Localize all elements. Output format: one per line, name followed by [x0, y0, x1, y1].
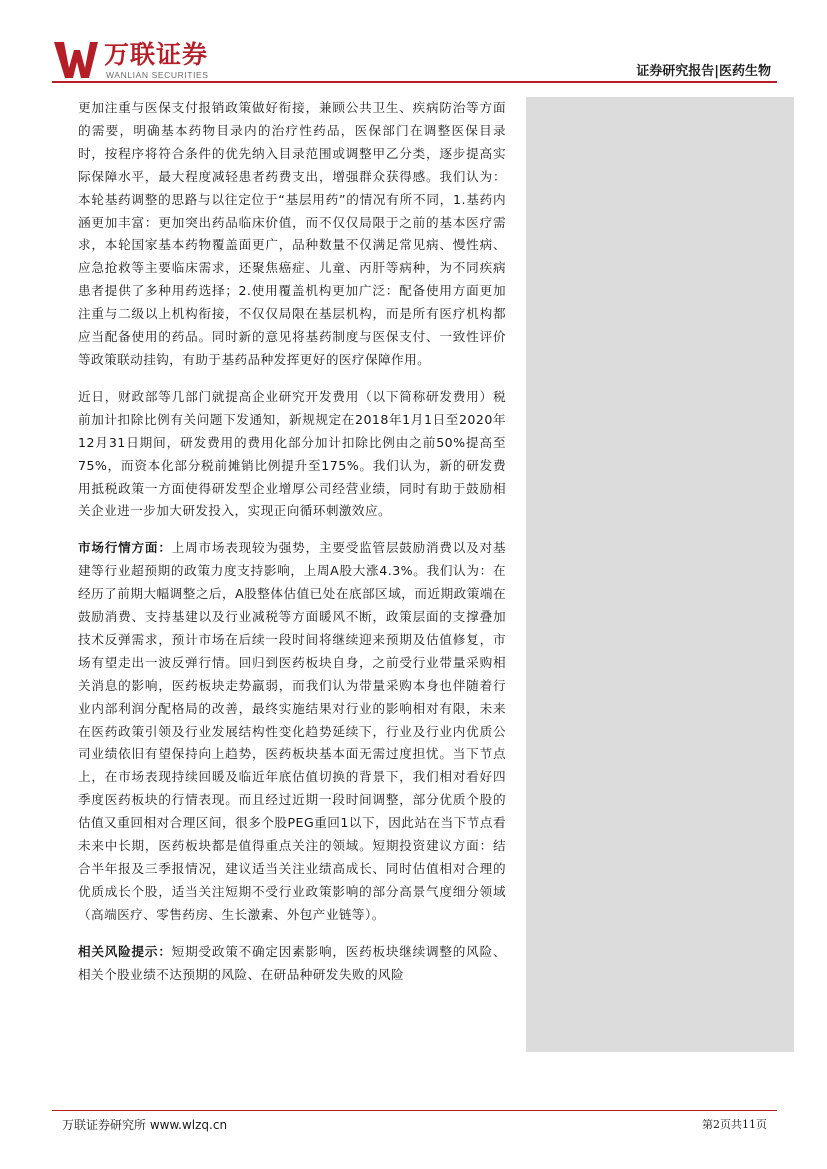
- paragraph-text: 更加注重与医保支付报销政策做好衔接，兼顾公共卫生、疾病防治等方面的需要，明确基本药物目录内的治疗性药品，医保部门在调整医保目录时，按程序将符合条件的优先纳入目录范围或调整甲乙分类，逐步提高实际保障水平，最大程度减轻患者药费支出，增强群众获得感。我们认为：本轮基药调整的思路与以往定位于“基层用药”的情况有所不同，1.基药内涵更加丰富：更加突出药品临床价值，而不仅仅局限于之前的基本医疗需求，本轮国家基本药物覆盖面更广，品种数量不仅满足常见病、慢性病、应急抢救等主要临床需求，还聚焦癌症、儿童、丙肝等病种，为不同疾病患者提供了多种用药选择；2.使用覆盖机构更加广泛：配备使用方面更加注重与二级以上机构衔接，不仅仅局限在基层机构，而是所有医疗机构都应当配备使用的药品。同时新的意见将基药制度与医保支付、一致性评价等政策联动挂钩，有助于基药品种发挥更好的医疗保障作用。: [78, 100, 506, 367]
- paragraph-rd-tax: [78, 386, 506, 523]
- logo-company-name: 万联证券: [104, 40, 209, 69]
- paragraph-risk: [78, 941, 506, 987]
- paragraph-market: [78, 537, 506, 926]
- paragraph-lead: 相关风险提示：: [78, 943, 172, 959]
- main-content: [78, 97, 506, 1001]
- paragraph-lead: 市场行情方面：: [78, 540, 172, 556]
- logo-company-english: WANLIAN SECURITIES: [106, 70, 209, 80]
- page-number: 第2页共11页: [702, 1118, 767, 1131]
- header-divider: [52, 81, 777, 83]
- company-logo: [52, 40, 262, 82]
- report-category-title: 证券研究报告|医药生物: [636, 64, 771, 79]
- footer-institute: 万联证券研究所 www.wlzq.cn: [62, 1118, 228, 1132]
- paragraph-text: 短期受政策不确定因素影响，医药板块继续调整的风险、相关个股业绩不达预期的风险、在研品种研发失败的风险: [78, 943, 506, 982]
- paragraph-basic-drugs: [78, 97, 506, 372]
- paragraph-text: 上周市场表现较为强势，主要受监管层鼓励消费以及对基建等行业超预期的政策力度支持影响，上周A股大涨4.3%。我们认为：在经历了前期大幅调整之后，A股整体估值已处在底部区域，而近期政策端在鼓励消费、支持基建以及行业减税等方面暖风不断，政策层面的支撑叠加技术反弹需求，预计市场在后续一段时间将继续迎来预期及估值修复，市场有望走出一波反弹行情。回归到医药板块自身，之前受行业带量采购相关消息的影响，医药板块走势羸弱，而我们认为带量采购本身也伴随着行业内部利润分配格局的改善，最终实施结果对行业的影响相对有限，未来在医药政策引领及行业发展结构性变化趋势延续下，行业及行业内优质公司业绩依旧有望保持向上趋势，医药板块基本面无需过度担忧。当下节点上，在市场表现持续回暖及临近年底估值切换的背景下，我们相对看好四季度医药板块的行情表现。而且经过近期一段时间调整，部分优质个股的估值又重回相对合理区间，很多个股PEG重回1以下，因此站在当下节点看未来中长期，医药板块都是值得重点关注的领域。短期投资建议方面：结合半年报及三季报情况，建议适当关注业绩高成长、同时估值相对合理的优质成长个股，适当关注短期不受行业政策影响的部分高景气度细分领域（高端医疗、零售药房、生长激素、外包产业链等）。: [78, 540, 506, 922]
- wanlian-w-logo-icon: [52, 40, 100, 80]
- sidebar-panel: [526, 97, 794, 1052]
- paragraph-text: 近日，财政部等几部门就提高企业研究开发费用（以下简称研发费用）税前加计扣除比例有关问题下发通知，新规规定在2018年1月1日至2020年12月31日期间，研发费用的费用化部分加计扣除比例由之前50%提高至75%，而资本化部分税前摊销比例提升至175%。我们认为，新的研发费用抵税政策一方面使得研发型企业增厚公司经营业绩，同时有助于鼓励相关企业进一步加大研发投入，实现正向循环刺激效应。: [78, 388, 506, 519]
- footer-divider: [52, 1110, 777, 1111]
